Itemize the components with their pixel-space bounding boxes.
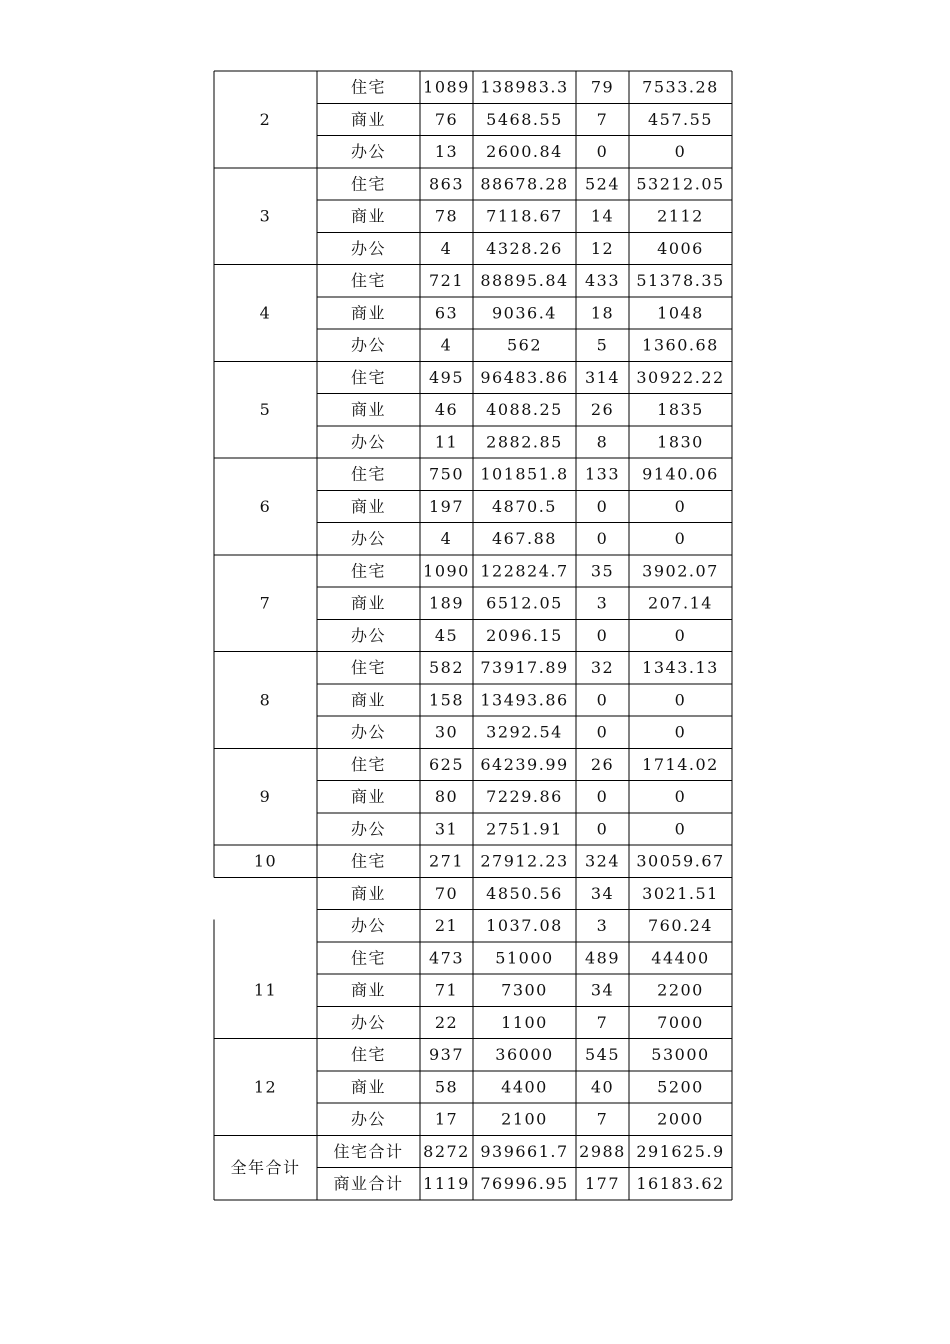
value-cell: 0 [596, 496, 609, 516]
value-cell: 1119 [423, 1174, 470, 1194]
value-cell: 524 [584, 174, 621, 194]
value-cell: 4 [440, 529, 453, 549]
value-cell: 71 [434, 980, 459, 1000]
value-cell: 7229.86 [486, 787, 563, 807]
value-cell: 58 [434, 1077, 459, 1097]
value-cell: 9140.06 [642, 464, 719, 484]
month-label: 11 [253, 980, 278, 1000]
value-cell: 88678.28 [480, 174, 569, 194]
value-cell: 2100 [501, 1109, 548, 1129]
category-cell: 办公 [350, 432, 387, 452]
category-cell: 办公 [350, 1012, 387, 1032]
value-cell: 489 [584, 948, 621, 968]
value-cell: 12 [590, 238, 615, 258]
value-cell: 34 [590, 883, 615, 903]
month-label: 6 [259, 496, 272, 516]
value-cell: 45 [434, 625, 459, 645]
value-cell: 582 [428, 658, 465, 678]
value-cell: 7 [596, 109, 609, 129]
value-cell: 0 [674, 819, 687, 839]
category-cell: 商业 [350, 980, 387, 1000]
value-cell: 22 [434, 1012, 459, 1032]
value-cell: 8 [596, 432, 609, 452]
value-cell: 937 [428, 1045, 465, 1065]
value-cell: 78 [434, 206, 459, 226]
category-cell: 住宅 [350, 174, 387, 194]
value-cell: 1360.68 [642, 335, 719, 355]
value-cell: 7 [596, 1012, 609, 1032]
value-cell: 433 [584, 271, 621, 291]
table-cells [230, 78, 724, 1194]
value-cell: 3 [596, 916, 609, 936]
value-cell: 0 [674, 690, 687, 710]
category-cell: 办公 [350, 819, 387, 839]
value-cell: 189 [428, 593, 465, 613]
value-cell: 70 [434, 883, 459, 903]
value-cell: 467.88 [492, 529, 557, 549]
category-cell: 住宅 [350, 754, 387, 774]
value-cell: 76 [434, 109, 459, 129]
value-cell: 750 [428, 464, 465, 484]
value-cell: 2096.15 [486, 625, 563, 645]
value-cell: 1343.13 [642, 658, 719, 678]
value-cell: 158 [428, 690, 465, 710]
value-cell: 457.55 [648, 109, 713, 129]
value-cell: 1090 [423, 561, 470, 581]
value-cell: 9036.4 [492, 303, 557, 323]
value-cell: 13 [434, 142, 459, 162]
month-label: 9 [259, 787, 272, 807]
category-cell: 办公 [350, 142, 387, 162]
value-cell: 26 [590, 754, 615, 774]
value-cell: 0 [596, 142, 609, 162]
value-cell: 2600.84 [486, 142, 563, 162]
value-cell: 207.14 [648, 593, 713, 613]
category-cell: 商业 [350, 593, 387, 613]
category-cell: 住宅 [350, 658, 387, 678]
value-cell: 5 [596, 335, 609, 355]
table-grid [214, 71, 732, 1200]
value-cell: 51378.35 [636, 271, 725, 291]
value-cell: 88895.84 [480, 271, 569, 291]
value-cell: 21 [434, 916, 459, 936]
category-cell: 住宅 [350, 561, 387, 581]
value-cell: 271 [428, 851, 465, 871]
category-cell: 住宅 [350, 77, 387, 97]
value-cell: 0 [596, 625, 609, 645]
value-cell: 4870.5 [492, 496, 557, 516]
value-cell: 80 [434, 787, 459, 807]
value-cell: 2988 [579, 1141, 626, 1161]
month-label: 2 [259, 109, 272, 129]
category-cell: 商业 [350, 883, 387, 903]
value-cell: 625 [428, 754, 465, 774]
value-cell: 76996.95 [480, 1174, 569, 1194]
value-cell: 562 [506, 335, 543, 355]
value-cell: 5200 [657, 1077, 704, 1097]
value-cell: 64239.99 [480, 754, 569, 774]
value-cell: 7000 [657, 1012, 704, 1032]
value-cell: 1830 [657, 432, 704, 452]
value-cell: 4006 [657, 238, 704, 258]
category-cell: 住宅 [350, 948, 387, 968]
value-cell: 177 [584, 1174, 621, 1194]
value-cell: 0 [674, 142, 687, 162]
category-cell: 办公 [350, 916, 387, 936]
value-cell: 2200 [657, 980, 704, 1000]
category-cell: 商业 [350, 787, 387, 807]
value-cell: 27912.23 [480, 851, 569, 871]
value-cell: 1048 [657, 303, 704, 323]
value-cell: 7300 [501, 980, 548, 1000]
value-cell: 0 [674, 529, 687, 549]
value-cell: 760.24 [648, 916, 713, 936]
value-cell: 6512.05 [486, 593, 563, 613]
month-label: 10 [253, 851, 278, 871]
month-label: 12 [253, 1077, 278, 1097]
value-cell: 53212.05 [636, 174, 725, 194]
value-cell: 18 [590, 303, 615, 323]
month-label: 4 [259, 303, 272, 323]
value-cell: 2000 [657, 1109, 704, 1129]
category-cell: 办公 [350, 335, 387, 355]
value-cell: 31 [434, 819, 459, 839]
category-cell: 办公 [350, 529, 387, 549]
category-cell: 住宅 [350, 1045, 387, 1065]
value-cell: 4088.25 [486, 400, 563, 420]
value-cell: 0 [674, 625, 687, 645]
value-cell: 1089 [423, 77, 470, 97]
value-cell: 0 [674, 496, 687, 516]
category-cell: 商业 [350, 109, 387, 129]
month-label: 3 [259, 206, 272, 226]
value-cell: 197 [428, 496, 465, 516]
month-label: 7 [259, 593, 272, 613]
value-cell: 30922.22 [636, 367, 725, 387]
value-cell: 36000 [495, 1045, 554, 1065]
category-cell: 办公 [350, 1109, 387, 1129]
value-cell: 0 [596, 690, 609, 710]
value-cell: 30059.67 [636, 851, 725, 871]
month-label: 全年合计 [230, 1158, 301, 1177]
value-cell: 101851.8 [480, 464, 569, 484]
category-cell: 商业 [350, 303, 387, 323]
value-cell: 4 [440, 335, 453, 355]
value-cell: 46 [434, 400, 459, 420]
value-cell: 34 [590, 980, 615, 1000]
value-cell: 5468.55 [486, 109, 563, 129]
value-cell: 79 [590, 77, 615, 97]
value-cell: 4850.56 [486, 883, 563, 903]
value-cell: 73917.89 [480, 658, 569, 678]
value-cell: 2882.85 [486, 432, 563, 452]
value-cell: 32 [590, 658, 615, 678]
value-cell: 291625.9 [636, 1141, 725, 1161]
category-cell: 商业 [350, 1077, 387, 1097]
value-cell: 35 [590, 561, 615, 581]
value-cell: 26 [590, 400, 615, 420]
value-cell: 133 [584, 464, 621, 484]
value-cell: 0 [674, 722, 687, 742]
value-cell: 17 [434, 1109, 459, 1129]
category-cell: 住宅合计 [333, 1141, 404, 1161]
category-cell: 商业 [350, 400, 387, 420]
value-cell: 324 [584, 851, 621, 871]
value-cell: 63 [434, 303, 459, 323]
value-cell: 4400 [501, 1077, 548, 1097]
value-cell: 545 [584, 1045, 621, 1065]
value-cell: 1835 [657, 400, 704, 420]
category-cell: 商业 [350, 496, 387, 516]
month-label: 5 [259, 400, 272, 420]
category-cell: 住宅 [350, 271, 387, 291]
value-cell: 13493.86 [480, 690, 569, 710]
value-cell: 939661.7 [480, 1141, 569, 1161]
category-cell: 办公 [350, 722, 387, 742]
value-cell: 0 [596, 529, 609, 549]
value-cell: 3902.07 [642, 561, 719, 581]
value-cell: 0 [674, 787, 687, 807]
value-cell: 314 [584, 367, 621, 387]
value-cell: 7118.67 [486, 206, 563, 226]
value-cell: 2112 [657, 206, 704, 226]
value-cell: 7533.28 [642, 77, 719, 97]
value-cell: 1100 [501, 1012, 548, 1032]
month-label: 8 [259, 690, 272, 710]
value-cell: 96483.86 [480, 367, 569, 387]
value-cell: 4 [440, 238, 453, 258]
category-cell: 商业 [350, 206, 387, 226]
value-cell: 0 [596, 819, 609, 839]
category-cell: 办公 [350, 625, 387, 645]
value-cell: 8272 [423, 1141, 470, 1161]
value-cell: 2751.91 [486, 819, 563, 839]
value-cell: 1037.08 [486, 916, 563, 936]
value-cell: 3 [596, 593, 609, 613]
value-cell: 473 [428, 948, 465, 968]
value-cell: 3292.54 [486, 722, 563, 742]
value-cell: 7 [596, 1109, 609, 1129]
category-cell: 住宅 [350, 851, 387, 871]
value-cell: 51000 [495, 948, 554, 968]
value-cell: 44400 [651, 948, 710, 968]
value-cell: 863 [428, 174, 465, 194]
value-cell: 0 [596, 722, 609, 742]
value-cell: 4328.26 [486, 238, 563, 258]
category-cell: 办公 [350, 238, 387, 258]
value-cell: 3021.51 [642, 883, 719, 903]
value-cell: 122824.7 [480, 561, 569, 581]
value-cell: 30 [434, 722, 459, 742]
value-cell: 495 [428, 367, 465, 387]
value-cell: 40 [590, 1077, 615, 1097]
category-cell: 商业 [350, 690, 387, 710]
value-cell: 14 [590, 206, 615, 226]
category-cell: 住宅 [350, 367, 387, 387]
category-cell: 住宅 [350, 464, 387, 484]
category-cell: 商业合计 [333, 1174, 404, 1194]
value-cell: 53000 [651, 1045, 710, 1065]
value-cell: 721 [428, 271, 465, 291]
value-cell: 138983.3 [480, 77, 569, 97]
value-cell: 1714.02 [642, 754, 719, 774]
value-cell: 0 [596, 787, 609, 807]
value-cell: 11 [434, 432, 459, 452]
value-cell: 16183.62 [636, 1174, 725, 1194]
